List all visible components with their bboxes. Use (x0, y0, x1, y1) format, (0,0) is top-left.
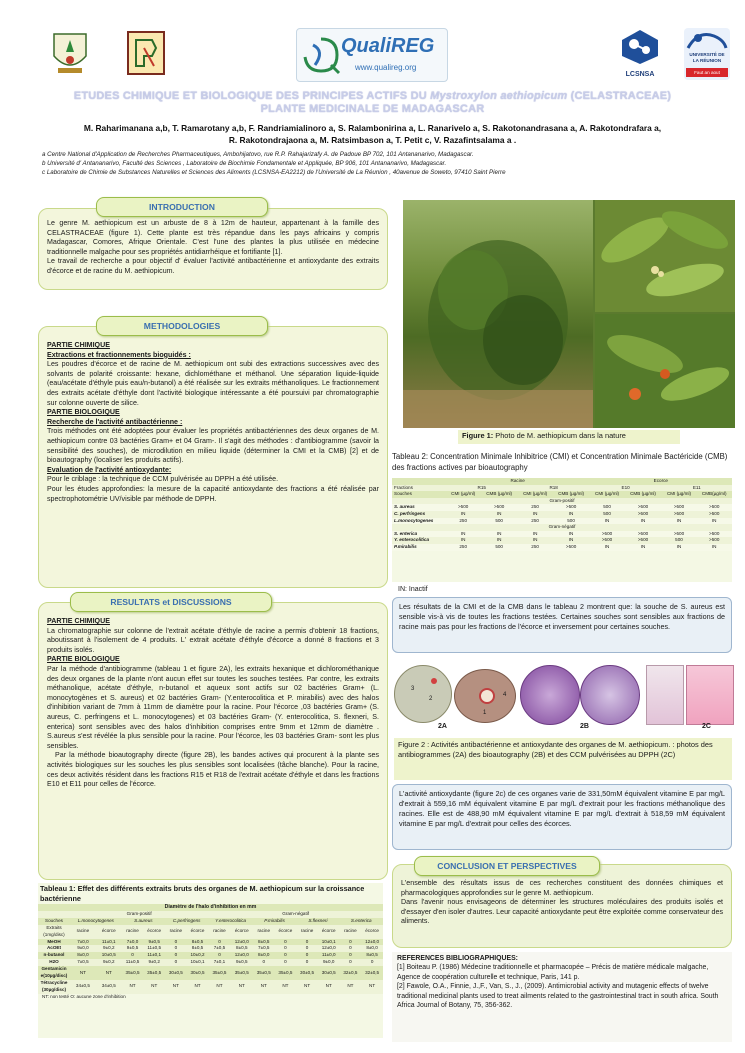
table2-column-header: CMB(µg/ml) (701, 491, 727, 497)
table2-cell: 250 (531, 504, 539, 510)
table1-header-main: Diamètre de l'halo d'inhibition en mm (164, 904, 257, 910)
table1-cell: 10±0,5 (101, 952, 116, 958)
antioxidant-screening: Pour le criblage : la technique de CCM pulvérisée au DPPH a été utilisée. (47, 475, 279, 484)
table1-cell: NT (172, 983, 179, 989)
table2-cell: 250 (531, 517, 539, 523)
table1-organ-header: écorce (101, 928, 116, 934)
figure2-label-2b: 2B (580, 723, 589, 730)
references-block (392, 952, 732, 1042)
table2-cell: IN (460, 530, 466, 536)
table1-cell: 0 (370, 959, 374, 965)
table1-organ-header: écorce (278, 928, 293, 934)
table1-row (38, 966, 383, 980)
table1-cell: 8±0,0 (77, 952, 89, 958)
table1-row (38, 952, 383, 959)
table1-cell: 35±0,5 (278, 969, 293, 975)
table2-cell: >500 (709, 504, 720, 510)
plate-number: 2 (429, 696, 433, 702)
table2-cell: 250 (459, 543, 468, 549)
table1-cell: 8±0,5 (258, 938, 270, 944)
table2-cell: >500 (637, 510, 649, 516)
table2-cell: >500 (673, 530, 685, 536)
table1-cell: 8±0,5 (236, 945, 248, 951)
figure2a-plate-1 (394, 665, 452, 723)
table1-organ-header: écorce (365, 928, 379, 934)
table2-cell: IN (532, 537, 538, 543)
table2-cell: >500 (458, 504, 469, 510)
table1-block (38, 883, 383, 1038)
table1-organ-header: écorce (234, 928, 249, 934)
table1-cell: 10±0,2 (190, 952, 205, 958)
table2-cell: >500 (709, 510, 720, 516)
table2-cell: IN (532, 510, 538, 516)
table1-souches-label: Souches (45, 917, 63, 923)
table1-cell: 0 (131, 952, 134, 958)
table1-strain: S.enterica (350, 917, 372, 923)
table1-cell: NT (79, 969, 86, 975)
affiliation-a: a Centre National d'Application de Recherches Pharmaceutiques, Ambohijatovo, rue R.P. Rahajarizafy A. de Padoue BP 702, 101 Antananarivo, Madagascar. (42, 151, 474, 158)
poster-title (40, 90, 705, 118)
table1-cell: 12±0,0 (234, 938, 249, 944)
figure2-label-2c: 2C (702, 723, 711, 730)
antibacterial-heading: Recherche de l'activité antibactérienne : (47, 417, 183, 426)
title-line-2: PLANTE MEDICINALE DE MADAGASCAR (260, 103, 485, 115)
table1-cell: 9±0,5 (126, 945, 139, 951)
table1-strain: Y.enterocolitica (215, 917, 247, 923)
table1-organ-header: racine (126, 928, 139, 934)
table1-cell: 30±0,5 (168, 969, 183, 975)
introduction-paragraph-1: Le genre M. aethiopicum est un arbuste de 8 à 12m de hauteur, appartenant à la famille des CELASTRACEAE (figure 1). Cette plante est très répandue dans les pays africains y compris Madagascar, Comores, Afrique Orientale. C'est l'une des plantes la plus utilisée en médecine traditionnelle malgache pour ses propriétés antidiarrhéique et fortifiante [1]. (47, 219, 379, 256)
table2-cell: IN (568, 510, 574, 516)
table1-cell: 32±0,5 (365, 969, 380, 975)
table1-organ-header: écorce (147, 928, 162, 934)
conclusion-paragraph-1: L'ensemble des résultats issus de ces recherches constituent des données chimiques et pharmacologiques approfondies sur le genre M. aethiopicum. (401, 879, 723, 897)
figure2-caption: Figure 2 : Activités antibactérienne et antioxydante des organes de M. aethiopicum. : photos des antibiogrammes (2A) des bioautography (2B) et des CCM pulvérisées au DPPH (2C) (394, 738, 732, 780)
table2-interpretation: Les résultats de la CMI et de la CMB dans le tableau 2 montrent que: la souche de S. aureus est sensible vis-à vis de toutes les fractions testées. Certaines souches sont sensibles aux fractions de racine mais pas pour les fractions de l'écorce et inversement pour certaines souches. (392, 597, 732, 653)
table1-cell: NT (216, 983, 223, 989)
table2-cell: >500 (709, 537, 720, 543)
antioxidant-detailed: Pour les études approfondies: la mesure de la capacité antioxydante des fractions a été réalisée par spectrophotométrie UV/visible par méthode de DPPH. (47, 484, 379, 503)
table1-cell: 11±0,1 (101, 938, 116, 944)
table1-cell: 9±0,2 (103, 945, 115, 951)
methodologies-biology-heading: PARTIE BIOLOGIQUE (47, 408, 120, 417)
table1-cell: 35±0,5 (256, 969, 271, 975)
table2-cell: 500 (675, 537, 683, 543)
table1-cell: 12±0,0 (234, 952, 249, 958)
figure2b-plate-2 (580, 665, 640, 725)
table2-row (392, 544, 732, 551)
figure2c-tlc-2 (686, 665, 734, 725)
table2-blank (392, 478, 446, 485)
table2-cell: >500 (601, 537, 613, 543)
table1-organ-header: racine (76, 928, 90, 934)
results-title: RESULTATS et DISCUSSIONS (70, 592, 272, 612)
figure1-caption: Figure 1: Photo de M. aethiopicum dans la nature (458, 430, 680, 444)
table2-block (392, 478, 732, 582)
table2-cell: >500 (637, 504, 649, 510)
reference-1: [1] Boiteau P. (1986) Médecine traditionnelle et pharmacopée – Précis de matière médicale malgache, Agence de coopération culturelle et technique, Paris, 141 p. (397, 964, 709, 981)
table1-caption: Tableau 1: Effet des différents extraits bruts des organes de M. aethiopicum sur la croissance bactérienne (40, 884, 365, 903)
plate-number: 1 (483, 710, 487, 716)
table2-cell: 500 (495, 517, 503, 523)
table1-cell: 0 (305, 959, 309, 965)
table1-cell: 0 (349, 959, 352, 965)
table1-gram-neg: Gram-négatif (282, 910, 310, 916)
table1-cell: 0 (174, 959, 178, 965)
figure1-shrub-photo (403, 200, 593, 428)
table1 (38, 904, 383, 994)
table1-row (38, 959, 383, 966)
introduction-paragraph-2: Le travail de recherche a pour objectif d' évaluer l'activité antibactérienne et antioxydante des extraits d'écorce et de racine du M. aethiopicum. (47, 257, 379, 275)
table1-cell: NT (347, 983, 354, 989)
reference-2: [2] Fawole, O.A., Finnie, J.,F., Van, S., J., (2009). Antimicrobial activity and mutagenic effects of twelve traditional medicinal plants used to treat ailments related to the gastrointestinal tract in south africa. South Africa Journal of Botany, 75, 356-362. (397, 983, 719, 1010)
table2-row (392, 518, 732, 525)
results-panel (38, 602, 388, 880)
table1-cell: NT (325, 983, 332, 989)
table1-row (38, 945, 383, 952)
table1-cell: NT (260, 983, 267, 989)
table1-row-extract: H2O (49, 959, 59, 965)
table2-row-strain: P.mirabilis (394, 543, 417, 549)
table1-cell: 0 (305, 952, 309, 958)
table1-row-extract: Tétracycline (30µg/disc) (40, 979, 68, 992)
table2-cell: IN (496, 530, 502, 536)
figure2a-plate-2 (454, 669, 516, 723)
table1-organ-header: racine (213, 928, 226, 934)
results-biology-paragraph-1: Par la méthode d'antibiogramme (tableau 1 et figure 2A), les extraits hexanique et dichlorométhanique des deux organes de la plante n'ont aucun effet sur toutes les souches testées. Par contre, les extraits méthanolique, acétate d'éthyle, n-butanol et aqueux sont actifs sur 02 bactéries Gram+ (L. monocytogènes et S. aureus) et 02 bactéries Gram- (Y.enterocolitica et P. mirabilis) avec des halos d'inhibition variant de 7mm à 11mm de diamètre pour la racine. Pour l'écorce ,03 bactéries Gram+ (S. aureus, C. perfringens et L. monocytogenes) et 03 bactéries Gram- (Y. enterocolitica, S. flexneri, S. enterica) sont sensibles avec des halos d'inhibition comprises entre 9mm et 12mm de diamètre . S.aureus s'est révélée la plus sensible pour la racine. Pour l'écorce, les 03 bactéries Gram- sont les plus sensibles. (47, 664, 379, 750)
table2-cell: >500 (565, 543, 577, 549)
cnarp-crest-logo (48, 30, 92, 76)
table2-cell: IN (460, 537, 466, 543)
figure1-flowers-photo (595, 200, 735, 312)
table1-organ-header: racine (257, 928, 270, 934)
table1-cell: 8±0,5 (191, 938, 204, 944)
table2-cell: 250 (531, 543, 539, 549)
table2-cell: IN (496, 537, 502, 543)
universite-reunion-logo (684, 28, 730, 80)
table1-organ-header: racine (300, 928, 314, 934)
table1-organ-header: racine (169, 928, 183, 934)
table2-cell: IN (532, 530, 538, 536)
table2-cell: IN (604, 517, 610, 523)
table1-row-extract: MeOH (47, 938, 61, 944)
figure1-photos (403, 200, 735, 428)
conclusion-paragraph-2: Dans l'avenir nous envisageons de déterminer les structures moléculaires des produits isolés et d'essayer d'en isoler d'autres. Leur capacité antioxydante peut être exploitée comme conservateur des aliments. (401, 898, 723, 926)
introduction-panel (38, 208, 388, 290)
table2-row (392, 504, 732, 511)
table2-fractions-label: Fractions (394, 484, 413, 490)
table2-cell: >500 (673, 510, 685, 516)
table1-cell: 0 (218, 952, 221, 958)
table1-cell: 11±0,1 (147, 952, 162, 958)
table2-cell: IN (711, 517, 717, 523)
table2-cell: IN (640, 517, 646, 523)
table1-cell: NT (282, 983, 289, 989)
table1-cell: 11±0,5 (125, 959, 140, 965)
table1-cell: 0 (305, 945, 309, 951)
table2-cell: 500 (495, 543, 503, 549)
table1-cell: 7±0,1 (213, 959, 226, 965)
results-biology-heading: PARTIE BIOLOGIQUE (47, 655, 120, 664)
extraction-heading: Extractions et fractionnements bioguidés : (47, 350, 191, 359)
table1-cell: 9±0,5 (148, 938, 160, 944)
methodologies-chemistry-heading: PARTIE CHIMIQUE (47, 341, 110, 349)
table1-strain: P.mirabilis (264, 917, 285, 923)
table2-organ-ecorce: Ecorce (653, 478, 668, 483)
table1-strain: S.aureus (134, 917, 153, 923)
table2-row (392, 531, 732, 538)
table2-cell: IN (568, 530, 574, 536)
universite-label-line1: UNIVERSITÉ DE (689, 52, 725, 57)
table1-cell: 11±0,5 (147, 945, 162, 951)
table1-cell: 9±0,0 (322, 959, 335, 965)
introduction-title: INTRODUCTION (96, 197, 268, 217)
conclusion-title: CONCLUSION ET PERSPECTIVES (414, 856, 600, 876)
table1-cell: 32±0,5 (343, 969, 358, 975)
table1-row-extract: AcOEt (46, 945, 62, 951)
table1-cell: 0 (305, 938, 309, 944)
figure2-label-2a: 2A (438, 723, 447, 730)
plate-number: 4 (503, 692, 507, 698)
table2-row (392, 537, 732, 544)
table1-cell: 7±0,0 (126, 938, 139, 944)
table2 (392, 478, 732, 551)
table1-cell: 35±0,5 (212, 969, 227, 975)
table1-cell: 0 (284, 945, 287, 951)
table2-cell: >500 (709, 530, 720, 536)
antibacterial-paragraph: Trois méthodes ont été adoptées pour évaluer les propriétés antibactériennes des deux organes de M. aethiopicum contre 03 bactéries Gram+ et 04 Gram-. Il s'agit des méthodes : d'antibiogramme (savoir la sensibilité des souches), de microdilution en milieu liquide (déterminer la CMI et la CMB) [2] et de bioautography (localiser les produits actifs). (47, 427, 379, 465)
conclusion-panel (392, 864, 732, 948)
table2-organ-racine: Racine (510, 478, 525, 483)
figure1-fruits-photo (595, 314, 735, 428)
table2-row-strain: S. enterica (394, 530, 418, 536)
table1-cell: 35±0,5 (125, 969, 140, 975)
lcsnsa-logo (618, 28, 662, 80)
table1-strain: L.monocytogenes (77, 917, 114, 923)
table2-fraction: E10 (621, 484, 630, 490)
table1-cell: 7±0,5 (258, 945, 270, 951)
table2-row-strain: S. aureus (394, 504, 415, 510)
table1-cell: 8±0,5 (366, 952, 378, 958)
table1-organ-header: écorce (321, 928, 336, 934)
table2-column-header: CMB (µg/ml) (486, 491, 513, 497)
table1-cell: 30±0,5 (300, 969, 315, 975)
table2-cell: IN (496, 510, 502, 516)
table1-strain: S.flexneri (308, 917, 328, 923)
table1-cell: 0 (284, 938, 287, 944)
affiliations (42, 150, 722, 177)
table2-fraction: R18 (549, 484, 558, 490)
table1-row (38, 939, 383, 946)
authors-line-1: M. Raharimanana a,b, T. Ramarotany a,b, F. Randriamialinoro a, S. Ralambonirina a, L. Ranarivelo a, S. Rakotonandrasana a, A. Rakotondrafara a, (83, 123, 662, 133)
table1-cell: 12±0,0 (365, 938, 380, 944)
table2-cell: >500 (493, 504, 505, 510)
table1-cell: 10±0,1 (321, 938, 336, 944)
table1-cell: NT (304, 983, 311, 989)
table1-organ-header: racine (344, 928, 357, 934)
table1-cell: 34±0,5 (75, 983, 90, 989)
table2-column-header: CMI (µg/ml) (523, 491, 548, 497)
table1-cell: 35±0,5 (147, 969, 162, 975)
table1-cell: NT (151, 983, 158, 989)
table2-cell: 250 (459, 517, 468, 523)
universite-label-line2: LA RÉUNION (692, 58, 722, 63)
table1-cell: 9±0,2 (148, 959, 160, 965)
lcsnsa-label: LCSNSA (625, 71, 655, 78)
table1-extraits-label: Extraits (1mg/disc) (43, 924, 65, 937)
table2-souches-label: Souches (394, 491, 412, 497)
poster-header (0, 0, 745, 88)
table1-cell: NT (194, 983, 201, 989)
table1-cell: NT (238, 983, 245, 989)
table1-cell: 0 (174, 952, 178, 958)
table2-cell: IN (460, 510, 466, 516)
table1-row-extract: n-butanol (43, 952, 65, 958)
table1-cell: 9±0,0 (77, 945, 89, 951)
affiliation-b: b Université d' Antananarivo, Faculté des Sciences , Laboratoire de Biochimie Fondamentale et Appliquée, BP 906, 101 Antananarivo, Madagascar. (42, 160, 447, 167)
table2-cell: >500 (673, 504, 685, 510)
methodologies-title: METHODOLOGIES (96, 316, 268, 336)
table1-cell: 7±0,5 (77, 959, 89, 965)
table1-cell: 0 (284, 959, 287, 965)
table2-cell: >500 (565, 504, 577, 510)
table1-footnote: NT: non testé O: aucune zone d'inhibition (42, 993, 126, 999)
table2-cell: IN (676, 543, 682, 549)
table2-cell: 500 (603, 510, 611, 516)
table1-cell: 0 (218, 938, 221, 944)
table1-cell: 9±0,2 (103, 959, 115, 965)
qualireg-url: www.qualireg.org (355, 63, 417, 72)
table2-row (392, 511, 732, 518)
extraction-paragraph: Les poudres d'écorce et de racine de M. aethiopicum ont subi des extractions successives avec des solvants de polarité croissante: hexane, dichlométhane et méthanol. Une séparation liquide-liquide (eau/acétate d'éthyle puis eau/n-butanol) a été réalisée sur les extraits méthanoliques. Le fractionnement des extraits acétate d'éthyle dont l'activité biologique intéressante a été poursuivi par chromatographie sur colonne ouverte de silice. (47, 360, 379, 407)
results-chemistry-heading: PARTIE CHIMIQUE (47, 617, 110, 625)
table1-cell: 0 (284, 952, 287, 958)
table1-cell: 10±0,1 (190, 959, 205, 965)
table2-column-header: CMB (µg/ml) (630, 491, 656, 497)
table2-gram-pos: Gram-positif (549, 497, 575, 503)
qualireg-wordmark: QualiREG (341, 35, 435, 57)
table1-gram-pos: Gram-positif (126, 910, 152, 916)
table2-column-header: CMI (µg/ml) (451, 491, 476, 497)
results-chemistry-paragraph: La chromatographie sur colonne de l'extrait acétate d'éthyle de racine a permis d'obtenir 18 fractions, aboutissant à l'isolement de 4 produits. L' extrait acétate d'éthyle d'écorce a donné 8 fractions et 3 produits isolés. (47, 626, 379, 654)
table1-blank-cell (38, 911, 70, 918)
table1-cell: 30±0,5 (190, 969, 205, 975)
table1-cell: 0 (349, 945, 352, 951)
authors-line-2: R. Rakotondrajaona a, M. Ratsimbason a, T. Petit c, V. Razafintsalama a . (228, 135, 517, 145)
table2-note: IN: Inactif (398, 586, 428, 593)
table2-column-header: CMB (µg/ml) (558, 491, 585, 497)
table2-row-strain: C. perfringens (394, 510, 426, 516)
antioxidant-heading: Evaluation de l'activité antioxydante: (47, 465, 172, 474)
table1-cell: 0 (174, 938, 178, 944)
table2-cell: >500 (601, 530, 613, 536)
table1-cell: 7±0,5 (213, 945, 226, 951)
table1-cell: 34±0,5 (101, 983, 116, 989)
table2-cell: 500 (567, 517, 575, 523)
methodologies-panel (38, 326, 388, 588)
table1-cell: NT (105, 969, 112, 975)
table1-cell: 7±0,0 (77, 938, 89, 944)
table2-cell: >500 (637, 530, 649, 536)
table1-cell: NT (129, 983, 136, 989)
table1-cell: 30±0,5 (321, 969, 336, 975)
table1-organ-header: écorce (190, 928, 205, 934)
table2-cell: IN (604, 543, 610, 549)
table2-row-strain: Y. enterocolitica (394, 537, 430, 543)
plate-number: 3 (411, 686, 415, 692)
table2-fraction: E11 (692, 484, 701, 490)
author-list (20, 122, 725, 146)
table2-cell: IN (640, 543, 646, 549)
table1-cell: 0 (349, 952, 352, 958)
table2-row-strain: L.monocytogenes (394, 517, 434, 523)
table1-cell: NT (369, 983, 376, 989)
qualireg-logo (296, 28, 448, 82)
table2-cell: IN (711, 543, 717, 549)
table1-cell: 0 (174, 945, 178, 951)
table1-cell: 11±0,0 (321, 952, 336, 958)
table1-cell: 8±0,5 (191, 945, 204, 951)
table2-gram-neg: Gram-négatif (548, 524, 576, 530)
table1-cell: 9±0,5 (236, 959, 248, 965)
affiliation-c: c Laboratoire de Chimie de Substances Naturelles et Sciences des Aliments (LCSNSA-EA2212) de l'Université de La Réunion , 40avenue de Soweto, 97410 Saint Pierre (42, 169, 506, 176)
table2-cell: 500 (603, 504, 611, 510)
title-line-1: ETUDES CHIMIQUE ET BIOLOGIQUE DES PRINCIPES ACTIFS DU Mystroxylon aethiopicum (CELASTRACEAE) (73, 90, 672, 102)
table2-column-header: CMI (µg/ml) (595, 491, 620, 497)
table1-row (38, 980, 383, 994)
table2-caption: Tableau 2: Concentration Minimale Inhibitrice (CMI) et Concentration Minimale Bactéricide (CMB) des fractions actives par bioautography (392, 452, 728, 472)
table1-cell: 35±0,5 (234, 969, 249, 975)
references-title: REFERENCES BIBLIOGRAPHIQUES: (397, 955, 518, 962)
table1-cell: 12±0,0 (321, 945, 336, 951)
universite-tagline: Faut an aout (686, 68, 728, 77)
cnarp-institution-logo (124, 28, 168, 78)
antioxidant-results-text: L'activité antioxydante (figure 2c) de ces organes varie de 331,50mM équivalent vitamine E par mg/L d'extrait à 559,16 mM équivalent vitamine E par mg/L d'extrait pour les fractions méthanolique des racines. Elle est de 488,90 mM équivalent vitamine E par mg/L d'extrait à 518,59 mM équivalent vitamine E par mg/L d'extrait pour celles des écorces. (392, 784, 732, 850)
table2-cell: IN (568, 537, 574, 543)
table1-cell: 8±0,0 (366, 945, 378, 951)
table2-cell: IN (676, 517, 682, 523)
table2-fraction: R15 (477, 484, 486, 490)
table1-cell: 8±0,0 (258, 952, 270, 958)
table1-strain: C.perfringens (172, 917, 201, 923)
table1-cell: 0 (349, 938, 352, 944)
results-biology-paragraph-2: Par la méthode bioautography directe (figure 2B), les bandes actives qui procurent à la plante ses activités biologiques sur les souches les plus sensibles sont localisées (tâche blanche). Pour la racine, ces deux activités résident dans les fractions R15 et R18 de l'extrait acétate d'éthyle et dans les fractions E10 et E11 pour celles de l'écorce. (47, 751, 379, 789)
table2-column-header: CMI (µg/ml) (666, 491, 692, 497)
figure2b-plate-1 (520, 665, 580, 725)
table2-cell: >500 (637, 537, 649, 543)
figure2c-tlc-1 (646, 665, 684, 725)
figure2-photos (394, 665, 732, 735)
table1-row-extract: Gentamicin e(10µg/disc) (40, 966, 68, 979)
table1-cell: 0 (262, 959, 266, 965)
